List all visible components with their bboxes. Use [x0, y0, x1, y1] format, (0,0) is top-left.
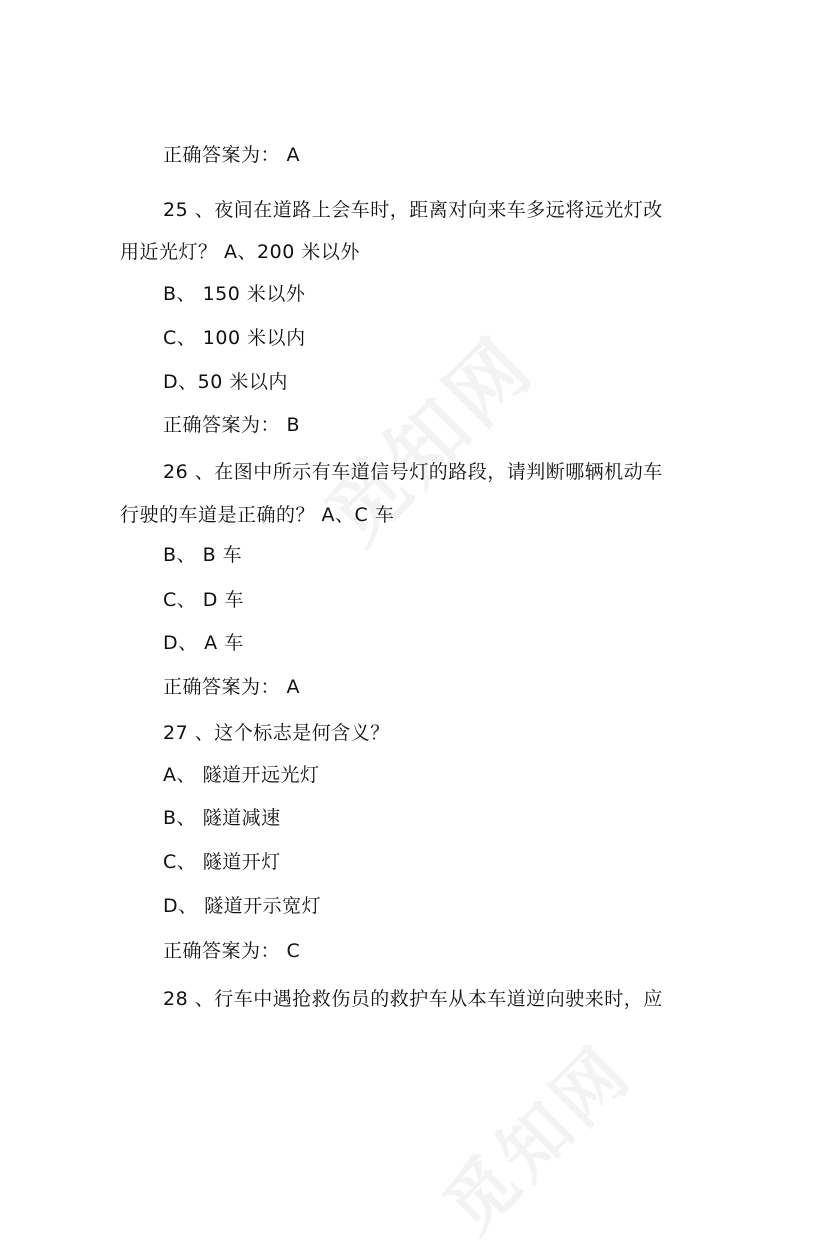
option-c: C、 D 车 [163, 589, 244, 611]
option-c: C、 100 米以内 [163, 327, 306, 349]
option-b: B、 隧道减速 [163, 807, 281, 829]
question-text: 28 、行车中遇抢救伤员的救护车从本车道逆向驶来时，应 [163, 988, 663, 1010]
answer-line: 正确答案为： A [163, 144, 301, 166]
answer-line: 正确答案为： C [163, 940, 301, 962]
option-c: C、 隧道开灯 [163, 851, 281, 873]
question-text-continued: 行驶的车道是正确的？ A、C 车 [120, 504, 395, 526]
option-d: D、 隧道开示宽灯 [163, 895, 322, 917]
question-text-continued: 用近光灯？ A、200 米以外 [120, 241, 360, 263]
watermark [418, 1019, 651, 1252]
option-d: D、50 米以内 [163, 371, 288, 393]
option-a: A、 隧道开远光灯 [163, 764, 320, 786]
option-d: D、 A 车 [163, 632, 244, 654]
option-b: B、 B 车 [163, 544, 243, 566]
question-text: 25 、夜间在道路上会车时，距离对向来车多远将远光灯改 [163, 199, 663, 221]
answer-line: 正确答案为： A [163, 676, 301, 698]
question-text: 26 、在图中所示有车道信号灯的路段，请判断哪辆机动车 [163, 461, 663, 483]
answer-line: 正确答案为： B [163, 414, 301, 436]
question-text: 27 、这个标志是何含义？ [163, 722, 390, 744]
option-b: B、 150 米以外 [163, 283, 306, 305]
